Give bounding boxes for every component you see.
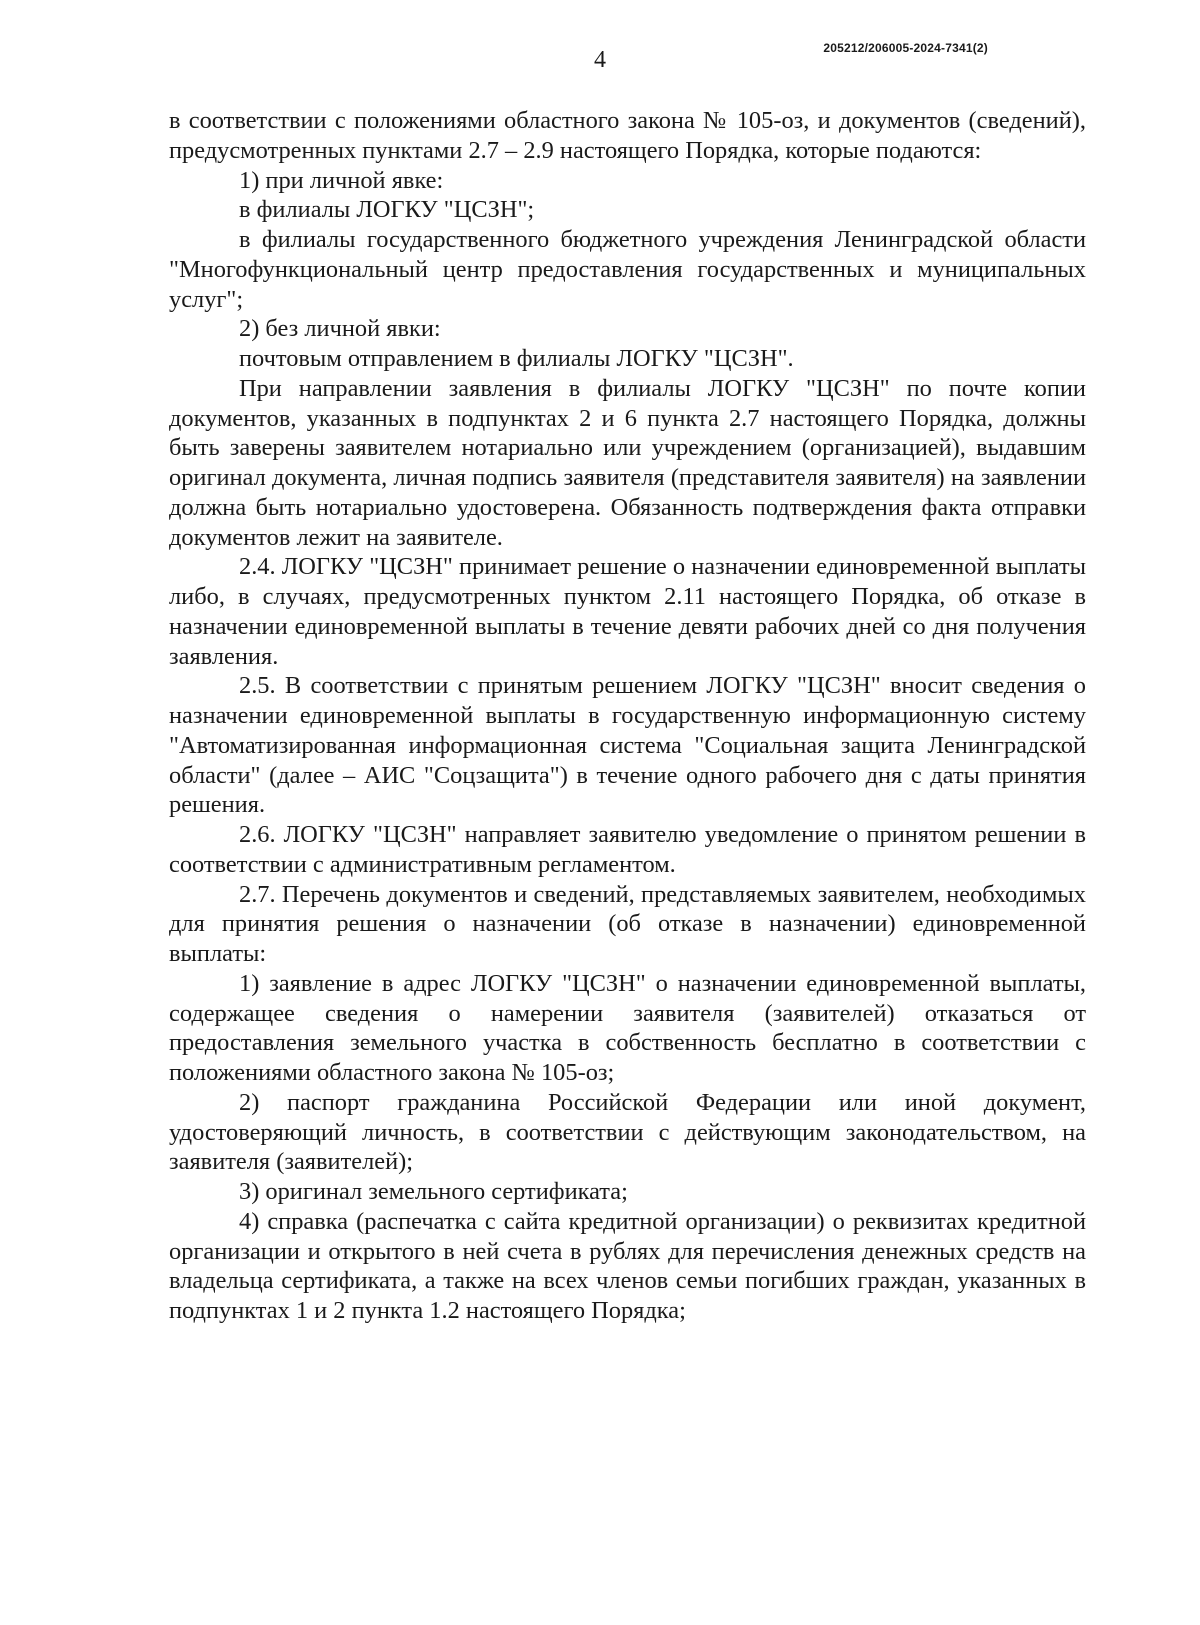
paragraph: 1) при личной явке: — [239, 166, 444, 194]
paragraph: 2) паспорт гражданина Российской Федерации или иной документ, удостоверяющий личность, в соответствии с действующим законодательством, на заявителя (заявителей); — [169, 1088, 1086, 1176]
paragraph: 2.5. В соответствии с принятым решением ЛОГКУ "ЦСЗН" вносит сведения о назначении единовременной выплаты в государственную информационную систему "Автоматизированная информационная система "Социальная защита Ленинградской области" (далее – АИС "Соцзащита") в течение одного рабочего дня с даты принятия решения. — [169, 672, 1086, 819]
document-id: 205212/206005-2024-7341(2) — [823, 41, 988, 55]
paragraph: 2.6. ЛОГКУ "ЦСЗН" направляет заявителю уведомление о принятом решении в соответствии с административным регламентом. — [169, 821, 1086, 878]
page-number: 4 — [594, 47, 606, 73]
paragraph: 4) справка (распечатка с сайта кредитной организации) о реквизитах кредитной организации и открытого в ней счета в рублях для перечисления денежных средств на владельца сертификата, а также на всех членов семьи погибших граждан, указанных в подпунктах 1 и 2 пункта 1.2 настоящего Порядка; — [169, 1207, 1086, 1324]
paragraph: в филиалы ЛОГКУ "ЦСЗН"; — [239, 196, 535, 224]
paragraph: в филиалы государственного бюджетного учреждения Ленинградской области "Многофункциональный центр предоставления государственных и муниципальных услуг"; — [169, 226, 1086, 313]
paragraph: почтовым отправлением в филиалы ЛОГКУ "ЦСЗН". — [239, 345, 794, 372]
paragraph: 3) оригинал земельного сертификата; — [239, 1178, 628, 1205]
paragraph: 2.7. Перечень документов и сведений, представляемых заявителем, необходимых для принятия решения о назначении (об отказе в назначении) единовременной выплаты: — [169, 880, 1086, 967]
paragraph: 2) без личной явки: — [239, 315, 441, 343]
paragraph: 1) заявление в адрес ЛОГКУ "ЦСЗН" о назначении единовременной выплаты, содержащее сведения о намерении заявителя (заявителей) отказаться от предоставления земельного участка в собственность бесплатно в соответствии с положениями областного закона № 105-оз; — [169, 969, 1086, 1086]
document-body — [169, 106, 1086, 1326]
paragraph: в соответствии с положениями областного закона № 105-оз, и документов (сведений), предусмотренных пунктами 2.7 – 2.9 настоящего Порядка, которые подаются: — [169, 107, 1086, 164]
paragraph: При направлении заявления в филиалы ЛОГКУ "ЦСЗН" по почте копии документов, указанных в подпунктах 2 и 6 пункта 2.7 настоящего Порядка, должны быть заверены заявителем нотариально или учреждением (организацией), выдавшим оригинал документа, личная подпись заявителя (представителя заявителя) на заявлении должна быть нотариально удостоверена. Обязанность подтверждения факта отправки документов лежит на заявителе. — [169, 374, 1086, 551]
paragraph: 2.4. ЛОГКУ "ЦСЗН" принимает решение о назначении единовременной выплаты либо, в случаях, предусмотренных пунктом 2.11 настоящего Порядка, об отказе в назначении единовременной выплаты в течение девяти рабочих дней со дня получения заявления. — [169, 553, 1086, 670]
